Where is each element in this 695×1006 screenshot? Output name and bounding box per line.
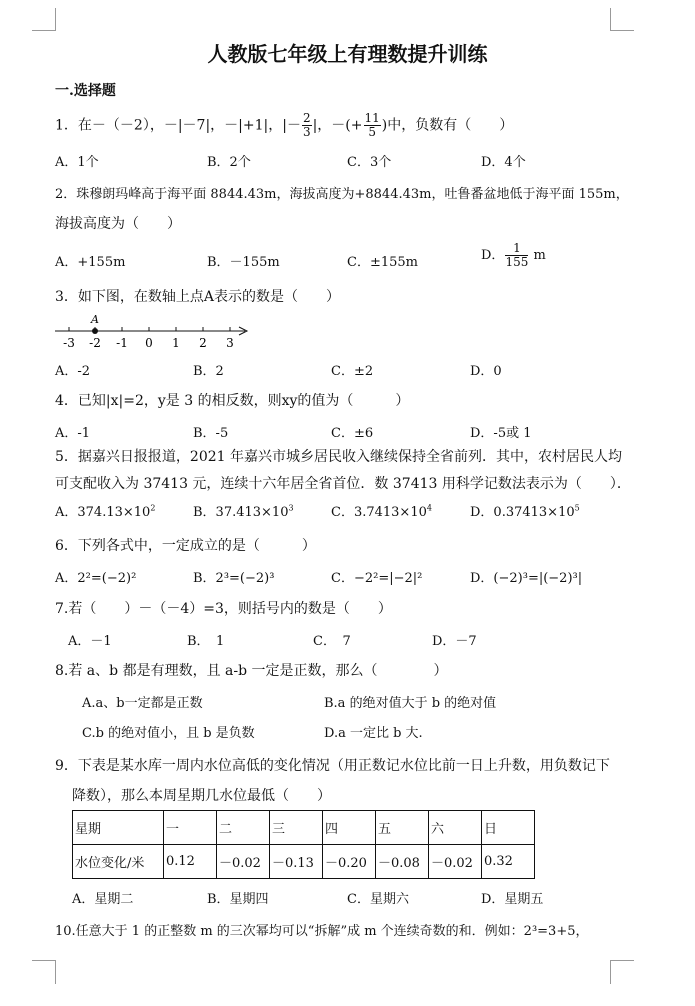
corner-mark xyxy=(55,8,56,30)
question-3: 3．如下图，在数轴上点A表示的数是（ ） xyxy=(55,289,341,305)
option-d: D．-5或 1 xyxy=(470,426,532,441)
option-b: B．－155m xyxy=(207,255,280,270)
table-row xyxy=(73,845,535,879)
question-2-line1: 2．珠穆朗玛峰高于海平面 8844.43m，海拔高度为+8844.43m，吐鲁番盆地低于海平面 155m， xyxy=(55,187,629,202)
option-d: D．－7 xyxy=(432,634,477,649)
question-1: 1．在－（－2），－|－7|，－|+1|，|－ $\frac{2}{3}$ |，－(+ $\frac{11}{5}$ )中，负数有（ ） xyxy=(55,111,514,139)
option-c: C．±2 xyxy=(331,364,374,379)
option-a: A．-1 xyxy=(55,426,91,441)
question-6: 6．下列各式中，一定成立的是（ ） xyxy=(55,538,316,554)
option-d: D．星期五 xyxy=(481,892,544,907)
tick-label: 1 xyxy=(172,336,180,350)
table-cell: 0.32 xyxy=(482,845,535,879)
tick-label: 2 xyxy=(199,336,207,350)
fraction: $\frac{11}{5}$ xyxy=(364,111,380,139)
option-a: A．-2 xyxy=(55,364,91,379)
option-d: D． $\frac{1}{155}$ m xyxy=(481,241,546,269)
corner-mark xyxy=(610,8,611,30)
water-level-table xyxy=(72,810,535,879)
option-b: B.a 的绝对值大于 b 的绝对值 xyxy=(324,696,497,711)
table-cell: 星期 xyxy=(73,811,164,845)
option-c: C．±155m xyxy=(347,255,418,270)
question-5-line2: 可支配收入为 37413 元，连续十六年居全省首位．数 37413 用科学记数法表示为（ ）． xyxy=(55,476,631,492)
option-d: D．0 xyxy=(470,364,502,379)
table-cell: －0.08 xyxy=(376,845,429,879)
table-cell: 0.12 xyxy=(164,845,217,879)
question-9-line1: 9．下表是某水库一周内水位高低的变化情况（用正数记水位比前一日上升数，用负数记下 xyxy=(55,758,610,774)
table-cell: 六 xyxy=(429,811,482,845)
option-b: B．星期四 xyxy=(207,892,269,907)
page-title: 人教版七年级上有理数提升训练 xyxy=(207,42,488,66)
number-line xyxy=(55,315,255,351)
option-a: A.a、b一定都是正数 xyxy=(82,696,203,711)
option-a: A．－1 xyxy=(68,634,112,649)
option-d: D．$0.37413\times 10^5$ xyxy=(470,503,580,520)
option-b: B．$37.413\times 10^3$ xyxy=(193,503,294,520)
option-b: B． 1 xyxy=(187,634,225,649)
tick-label: 0 xyxy=(145,336,153,350)
question-4: 4．已知|x|=2，y是 3 的相反数，则xy的值为（ ） xyxy=(55,393,410,409)
option-a: A．$374.13\times 10^2$ xyxy=(55,503,156,520)
question-10: 10.任意大于 1 的正整数 m 的三次幂均可以“拆解”成 m 个连续奇数的和．例如：2³=3+5， xyxy=(55,924,589,939)
fraction: $\frac{1}{155}$ xyxy=(505,241,529,269)
option-d: D.a 一定比 b 大. xyxy=(324,726,423,741)
option-d: D．4个 xyxy=(481,155,526,170)
corner-mark xyxy=(610,960,611,984)
table-cell: －0.02 xyxy=(217,845,270,879)
table-cell: 五 xyxy=(376,811,429,845)
point-a xyxy=(92,328,98,334)
table-cell: －0.13 xyxy=(270,845,323,879)
option-b: B．2 xyxy=(193,364,224,379)
tick-label: -1 xyxy=(116,336,128,350)
table-cell: 四 xyxy=(323,811,376,845)
option-c: C．−2²=|−2|² xyxy=(331,571,423,586)
question-8: 8.若 a、b 都是有理数，且 a-b 一定是正数，那么（ ） xyxy=(55,663,448,679)
question-7: 7.若（ ）－（－4）=3，则括号内的数是（ ） xyxy=(55,601,392,617)
option-c: C．星期六 xyxy=(347,892,409,907)
corner-mark xyxy=(610,960,634,961)
option-c: C．±6 xyxy=(331,426,374,441)
table-cell: 日 xyxy=(482,811,535,845)
corner-mark xyxy=(610,30,634,31)
option-a: A．1个 xyxy=(55,155,99,170)
option-a: A．+155m xyxy=(55,255,126,270)
table-cell: 三 xyxy=(270,811,323,845)
table-cell: 二 xyxy=(217,811,270,845)
question-2-line2: 海拔高度为（ ） xyxy=(55,216,181,232)
option-b: B．2个 xyxy=(207,155,251,170)
corner-mark xyxy=(55,960,56,984)
fraction: $\frac{2}{3}$ xyxy=(302,111,311,139)
option-a: A．2²=(−2)² xyxy=(55,571,137,586)
table-cell: 水位变化/米 xyxy=(73,845,164,879)
point-label: A xyxy=(91,315,99,326)
option-b: B．-5 xyxy=(193,426,229,441)
option-d: D．(−2)³=|(−2)³| xyxy=(470,571,583,586)
question-5-line1: 5．据嘉兴日报报道，2021 年嘉兴市城乡居民收入继续保持全省前列．其中，农村居民人均 xyxy=(55,449,622,465)
option-c: C．3个 xyxy=(347,155,392,170)
corner-mark xyxy=(32,960,56,961)
option-c: C．$3.7413\times 10^4$ xyxy=(331,503,432,520)
section-heading: 一.选择题 xyxy=(55,83,116,99)
table-cell: －0.02 xyxy=(429,845,482,879)
tick-label: 3 xyxy=(226,336,234,350)
table-row xyxy=(73,811,535,845)
option-c: C.b 的绝对值小，且 b 是负数 xyxy=(82,726,255,741)
question-9-line2: 降数），那么本周星期几水位最低（ ） xyxy=(72,788,331,804)
option-a: A．星期二 xyxy=(72,892,134,907)
tick-label: -3 xyxy=(63,336,75,350)
table-cell: 一 xyxy=(164,811,217,845)
option-b: B．2³=(−2)³ xyxy=(193,571,275,586)
tick-label: -2 xyxy=(89,336,101,350)
table-cell: －0.20 xyxy=(323,845,376,879)
option-c: C． 7 xyxy=(313,634,351,649)
corner-mark xyxy=(32,30,56,31)
